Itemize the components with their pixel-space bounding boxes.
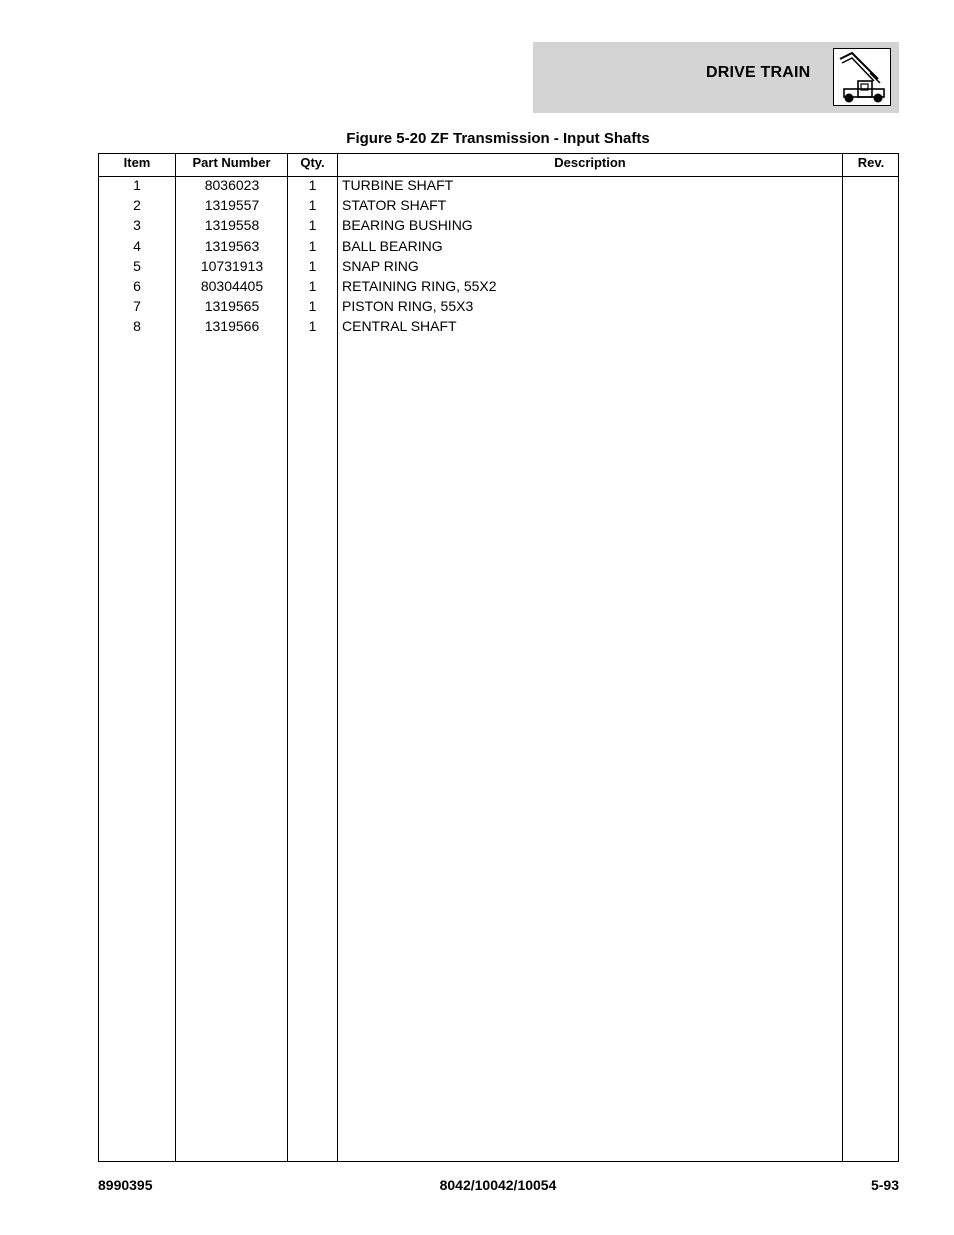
table-row bbox=[99, 277, 898, 297]
column-header-description: Description bbox=[554, 155, 626, 170]
qty-cell: 1 bbox=[308, 217, 317, 234]
qty-cell: 1 bbox=[308, 277, 317, 294]
description-cell: BALL BEARING bbox=[342, 237, 443, 254]
column-header-qty: Qty. bbox=[300, 155, 325, 170]
column-header-rev: Rev. bbox=[857, 155, 885, 170]
doc-number: 8990395 bbox=[98, 1177, 153, 1193]
table-row bbox=[99, 257, 898, 277]
qty-cell: 1 bbox=[308, 177, 317, 193]
description-cell: TURBINE SHAFT bbox=[342, 177, 454, 193]
table-row bbox=[99, 297, 898, 317]
part-number-cell: 1319565 bbox=[204, 298, 260, 315]
table-row bbox=[99, 196, 898, 216]
description-cell: RETAINING RING, 55X2 bbox=[342, 277, 497, 294]
description-cell: BEARING BUSHING bbox=[342, 217, 473, 234]
scissor-lift-machine-icon bbox=[833, 48, 891, 106]
item-cell: 4 bbox=[133, 237, 141, 254]
description-cell: CENTRAL SHAFT bbox=[342, 318, 457, 335]
item-cell: 1 bbox=[133, 177, 141, 193]
page-number: 5-93 bbox=[870, 1177, 899, 1193]
parts-table bbox=[98, 153, 899, 1162]
qty-cell: 1 bbox=[308, 318, 317, 335]
section-title: DRIVE TRAIN bbox=[706, 64, 811, 81]
figure-title: Figure 5-20 ZF Transmission - Input Shafts bbox=[346, 130, 650, 147]
description-cell: SNAP RING bbox=[342, 257, 419, 274]
part-number-cell: 1319563 bbox=[204, 237, 260, 254]
item-cell: 6 bbox=[133, 277, 141, 294]
item-cell: 3 bbox=[133, 217, 141, 234]
description-cell: STATOR SHAFT bbox=[342, 197, 447, 214]
part-number-cell: 1319558 bbox=[204, 217, 260, 234]
column-header-item: Item bbox=[123, 155, 151, 170]
qty-cell: 1 bbox=[308, 197, 317, 214]
model-numbers: 8042/10042/10054 bbox=[439, 1177, 557, 1193]
qty-cell: 1 bbox=[308, 298, 317, 315]
part-number-cell: 1319566 bbox=[204, 318, 260, 335]
part-number-cell: 1319557 bbox=[204, 197, 260, 214]
item-cell: 8 bbox=[133, 318, 141, 335]
column-header-part-number: Part Number bbox=[192, 155, 271, 170]
item-cell: 7 bbox=[133, 298, 141, 315]
table-body bbox=[99, 176, 898, 338]
item-cell: 5 bbox=[133, 257, 141, 274]
table-row bbox=[99, 237, 898, 257]
qty-cell: 1 bbox=[308, 257, 317, 274]
part-number-cell: 10731913 bbox=[200, 257, 264, 274]
item-cell: 2 bbox=[133, 197, 141, 214]
table-row bbox=[99, 317, 898, 337]
table-row bbox=[99, 216, 898, 236]
qty-cell: 1 bbox=[308, 237, 317, 254]
part-number-cell: 8036023 bbox=[204, 177, 260, 193]
part-number-cell: 80304405 bbox=[200, 277, 264, 294]
description-cell: PISTON RING, 55X3 bbox=[342, 298, 474, 315]
table-row bbox=[99, 176, 898, 196]
